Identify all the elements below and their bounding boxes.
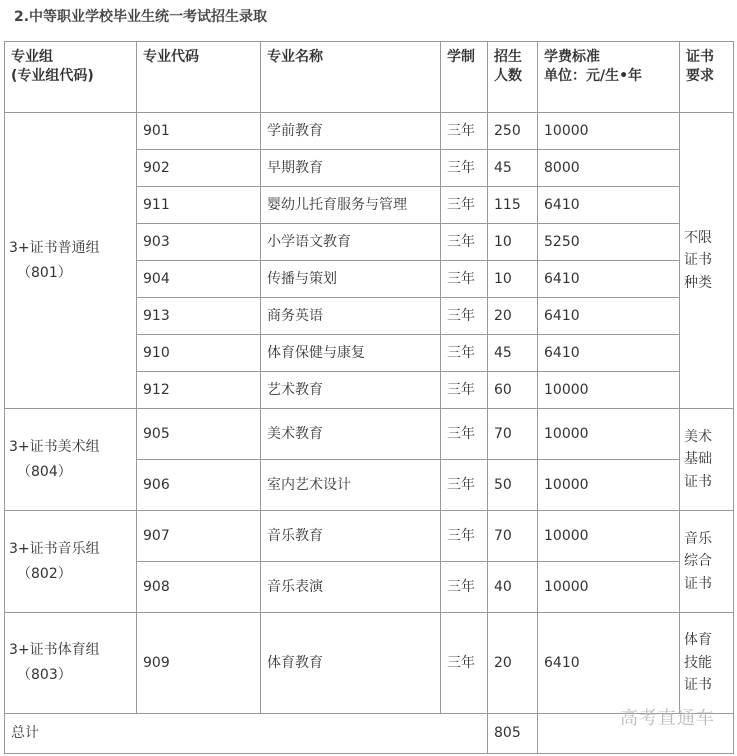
cert-line: 证书 bbox=[684, 677, 712, 694]
enroll-count: 20 bbox=[488, 298, 538, 335]
table-row bbox=[5, 613, 734, 714]
enroll-count: 115 bbox=[488, 187, 538, 224]
enroll-count: 40 bbox=[488, 562, 538, 613]
table-row bbox=[5, 409, 734, 460]
enroll-count: 60 bbox=[488, 372, 538, 409]
cert-requirement bbox=[680, 613, 734, 714]
study-years: 三年 bbox=[441, 261, 488, 298]
study-years: 三年 bbox=[441, 511, 488, 562]
tuition-fee: 8000 bbox=[538, 150, 680, 187]
major-name: 室内艺术设计 bbox=[261, 460, 441, 511]
group-name: 3+证书音乐组 bbox=[9, 540, 100, 557]
group-name: 3+证书美术组 bbox=[9, 438, 100, 455]
major-name: 小学语文教育 bbox=[261, 224, 441, 261]
cert-requirement bbox=[680, 511, 734, 613]
total-value: 805 bbox=[488, 714, 538, 754]
major-name: 艺术教育 bbox=[261, 372, 441, 409]
header-enroll bbox=[488, 42, 538, 113]
study-years: 三年 bbox=[441, 460, 488, 511]
enroll-count: 45 bbox=[488, 335, 538, 372]
cert-line: 证书 bbox=[684, 473, 712, 490]
enroll-count: 45 bbox=[488, 150, 538, 187]
tuition-fee: 6410 bbox=[538, 187, 680, 224]
enroll-count: 10 bbox=[488, 261, 538, 298]
major-code: 905 bbox=[137, 409, 261, 460]
watermark: 高考直通车 bbox=[620, 708, 715, 729]
major-name: 美术教育 bbox=[261, 409, 441, 460]
enroll-count: 250 bbox=[488, 113, 538, 150]
cert-line: 不限 bbox=[684, 229, 712, 246]
study-years: 三年 bbox=[441, 409, 488, 460]
study-years: 三年 bbox=[441, 150, 488, 187]
major-name: 学前教育 bbox=[261, 113, 441, 150]
major-code: 911 bbox=[137, 187, 261, 224]
enroll-count: 70 bbox=[488, 511, 538, 562]
cert-line: 种类 bbox=[684, 274, 712, 291]
cert-line: 音乐 bbox=[684, 530, 712, 547]
header-code: 专业代码 bbox=[137, 42, 261, 113]
cert-line: 技能 bbox=[684, 654, 712, 671]
major-name: 音乐教育 bbox=[261, 511, 441, 562]
tuition-fee: 10000 bbox=[538, 113, 680, 150]
header-fee bbox=[538, 42, 680, 113]
header-fee-line2: 单位：元/生•年 bbox=[544, 67, 643, 84]
tuition-fee: 10000 bbox=[538, 562, 680, 613]
header-cert-line1: 证书 bbox=[686, 49, 714, 65]
header-cert bbox=[680, 42, 734, 113]
group-code: （803） bbox=[17, 667, 72, 683]
study-years: 三年 bbox=[441, 187, 488, 224]
group-cell bbox=[5, 511, 137, 613]
header-group-code-label: (专业组代码) bbox=[11, 67, 94, 84]
enroll-count: 50 bbox=[488, 460, 538, 511]
enroll-count: 10 bbox=[488, 224, 538, 261]
header-group-label: 专业组 bbox=[11, 49, 53, 65]
major-name: 体育保健与康复 bbox=[261, 335, 441, 372]
major-code: 904 bbox=[137, 261, 261, 298]
study-years: 三年 bbox=[441, 372, 488, 409]
major-code: 903 bbox=[137, 224, 261, 261]
study-years: 三年 bbox=[441, 335, 488, 372]
major-code: 907 bbox=[137, 511, 261, 562]
cert-line: 证书 bbox=[684, 252, 712, 269]
group-name: 3+证书体育组 bbox=[9, 642, 100, 659]
cert-line: 证书 bbox=[684, 575, 712, 592]
admission-table bbox=[4, 41, 734, 754]
major-code: 910 bbox=[137, 335, 261, 372]
major-name: 商务英语 bbox=[261, 298, 441, 335]
major-code: 912 bbox=[137, 372, 261, 409]
header-group bbox=[5, 42, 137, 113]
major-code: 908 bbox=[137, 562, 261, 613]
major-code: 913 bbox=[137, 298, 261, 335]
table-row bbox=[5, 511, 734, 562]
major-name: 音乐表演 bbox=[261, 562, 441, 613]
tuition-fee: 10000 bbox=[538, 511, 680, 562]
table-header-row bbox=[5, 42, 734, 113]
header-fee-line1: 学费标准 bbox=[544, 49, 600, 65]
cert-line: 综合 bbox=[684, 553, 712, 570]
total-label: 总计 bbox=[5, 714, 488, 754]
group-code: （804） bbox=[17, 463, 72, 480]
group-cell bbox=[5, 409, 137, 511]
tuition-fee: 5250 bbox=[538, 224, 680, 261]
tuition-fee: 6410 bbox=[538, 613, 680, 714]
header-enroll-line1: 招生 bbox=[494, 49, 522, 65]
cert-line: 体育 bbox=[684, 632, 712, 649]
major-code: 901 bbox=[137, 113, 261, 150]
major-name: 早期教育 bbox=[261, 150, 441, 187]
header-system: 学制 bbox=[441, 42, 488, 113]
cert-requirement bbox=[680, 409, 734, 511]
group-code: （802） bbox=[17, 565, 72, 582]
group-cell bbox=[5, 613, 137, 714]
header-enroll-line2: 人数 bbox=[494, 67, 522, 84]
major-code: 909 bbox=[137, 613, 261, 714]
group-cell bbox=[5, 113, 137, 409]
tuition-fee: 10000 bbox=[538, 372, 680, 409]
group-code: （801） bbox=[17, 264, 72, 281]
table-row bbox=[5, 113, 734, 150]
tuition-fee: 6410 bbox=[538, 261, 680, 298]
group-name: 3+证书普通组 bbox=[9, 239, 100, 256]
major-name: 婴幼儿托育服务与管理 bbox=[261, 187, 441, 224]
major-code: 902 bbox=[137, 150, 261, 187]
cert-line: 美术 bbox=[684, 428, 712, 445]
tuition-fee: 10000 bbox=[538, 460, 680, 511]
major-name: 传播与策划 bbox=[261, 261, 441, 298]
major-name: 体育教育 bbox=[261, 613, 441, 714]
tuition-fee: 6410 bbox=[538, 335, 680, 372]
study-years: 三年 bbox=[441, 113, 488, 150]
major-code: 906 bbox=[137, 460, 261, 511]
header-name: 专业名称 bbox=[261, 42, 441, 113]
enroll-count: 70 bbox=[488, 409, 538, 460]
study-years: 三年 bbox=[441, 298, 488, 335]
tuition-fee: 10000 bbox=[538, 409, 680, 460]
header-cert-line2: 要求 bbox=[686, 67, 714, 84]
tuition-fee: 6410 bbox=[538, 298, 680, 335]
study-years: 三年 bbox=[441, 613, 488, 714]
study-years: 三年 bbox=[441, 562, 488, 613]
cert-requirement bbox=[680, 113, 734, 409]
study-years: 三年 bbox=[441, 224, 488, 261]
cert-line: 基础 bbox=[684, 451, 712, 468]
enroll-count: 20 bbox=[488, 613, 538, 714]
page-title: 2.中等职业学校毕业生统一考试招生录取 bbox=[14, 9, 268, 25]
